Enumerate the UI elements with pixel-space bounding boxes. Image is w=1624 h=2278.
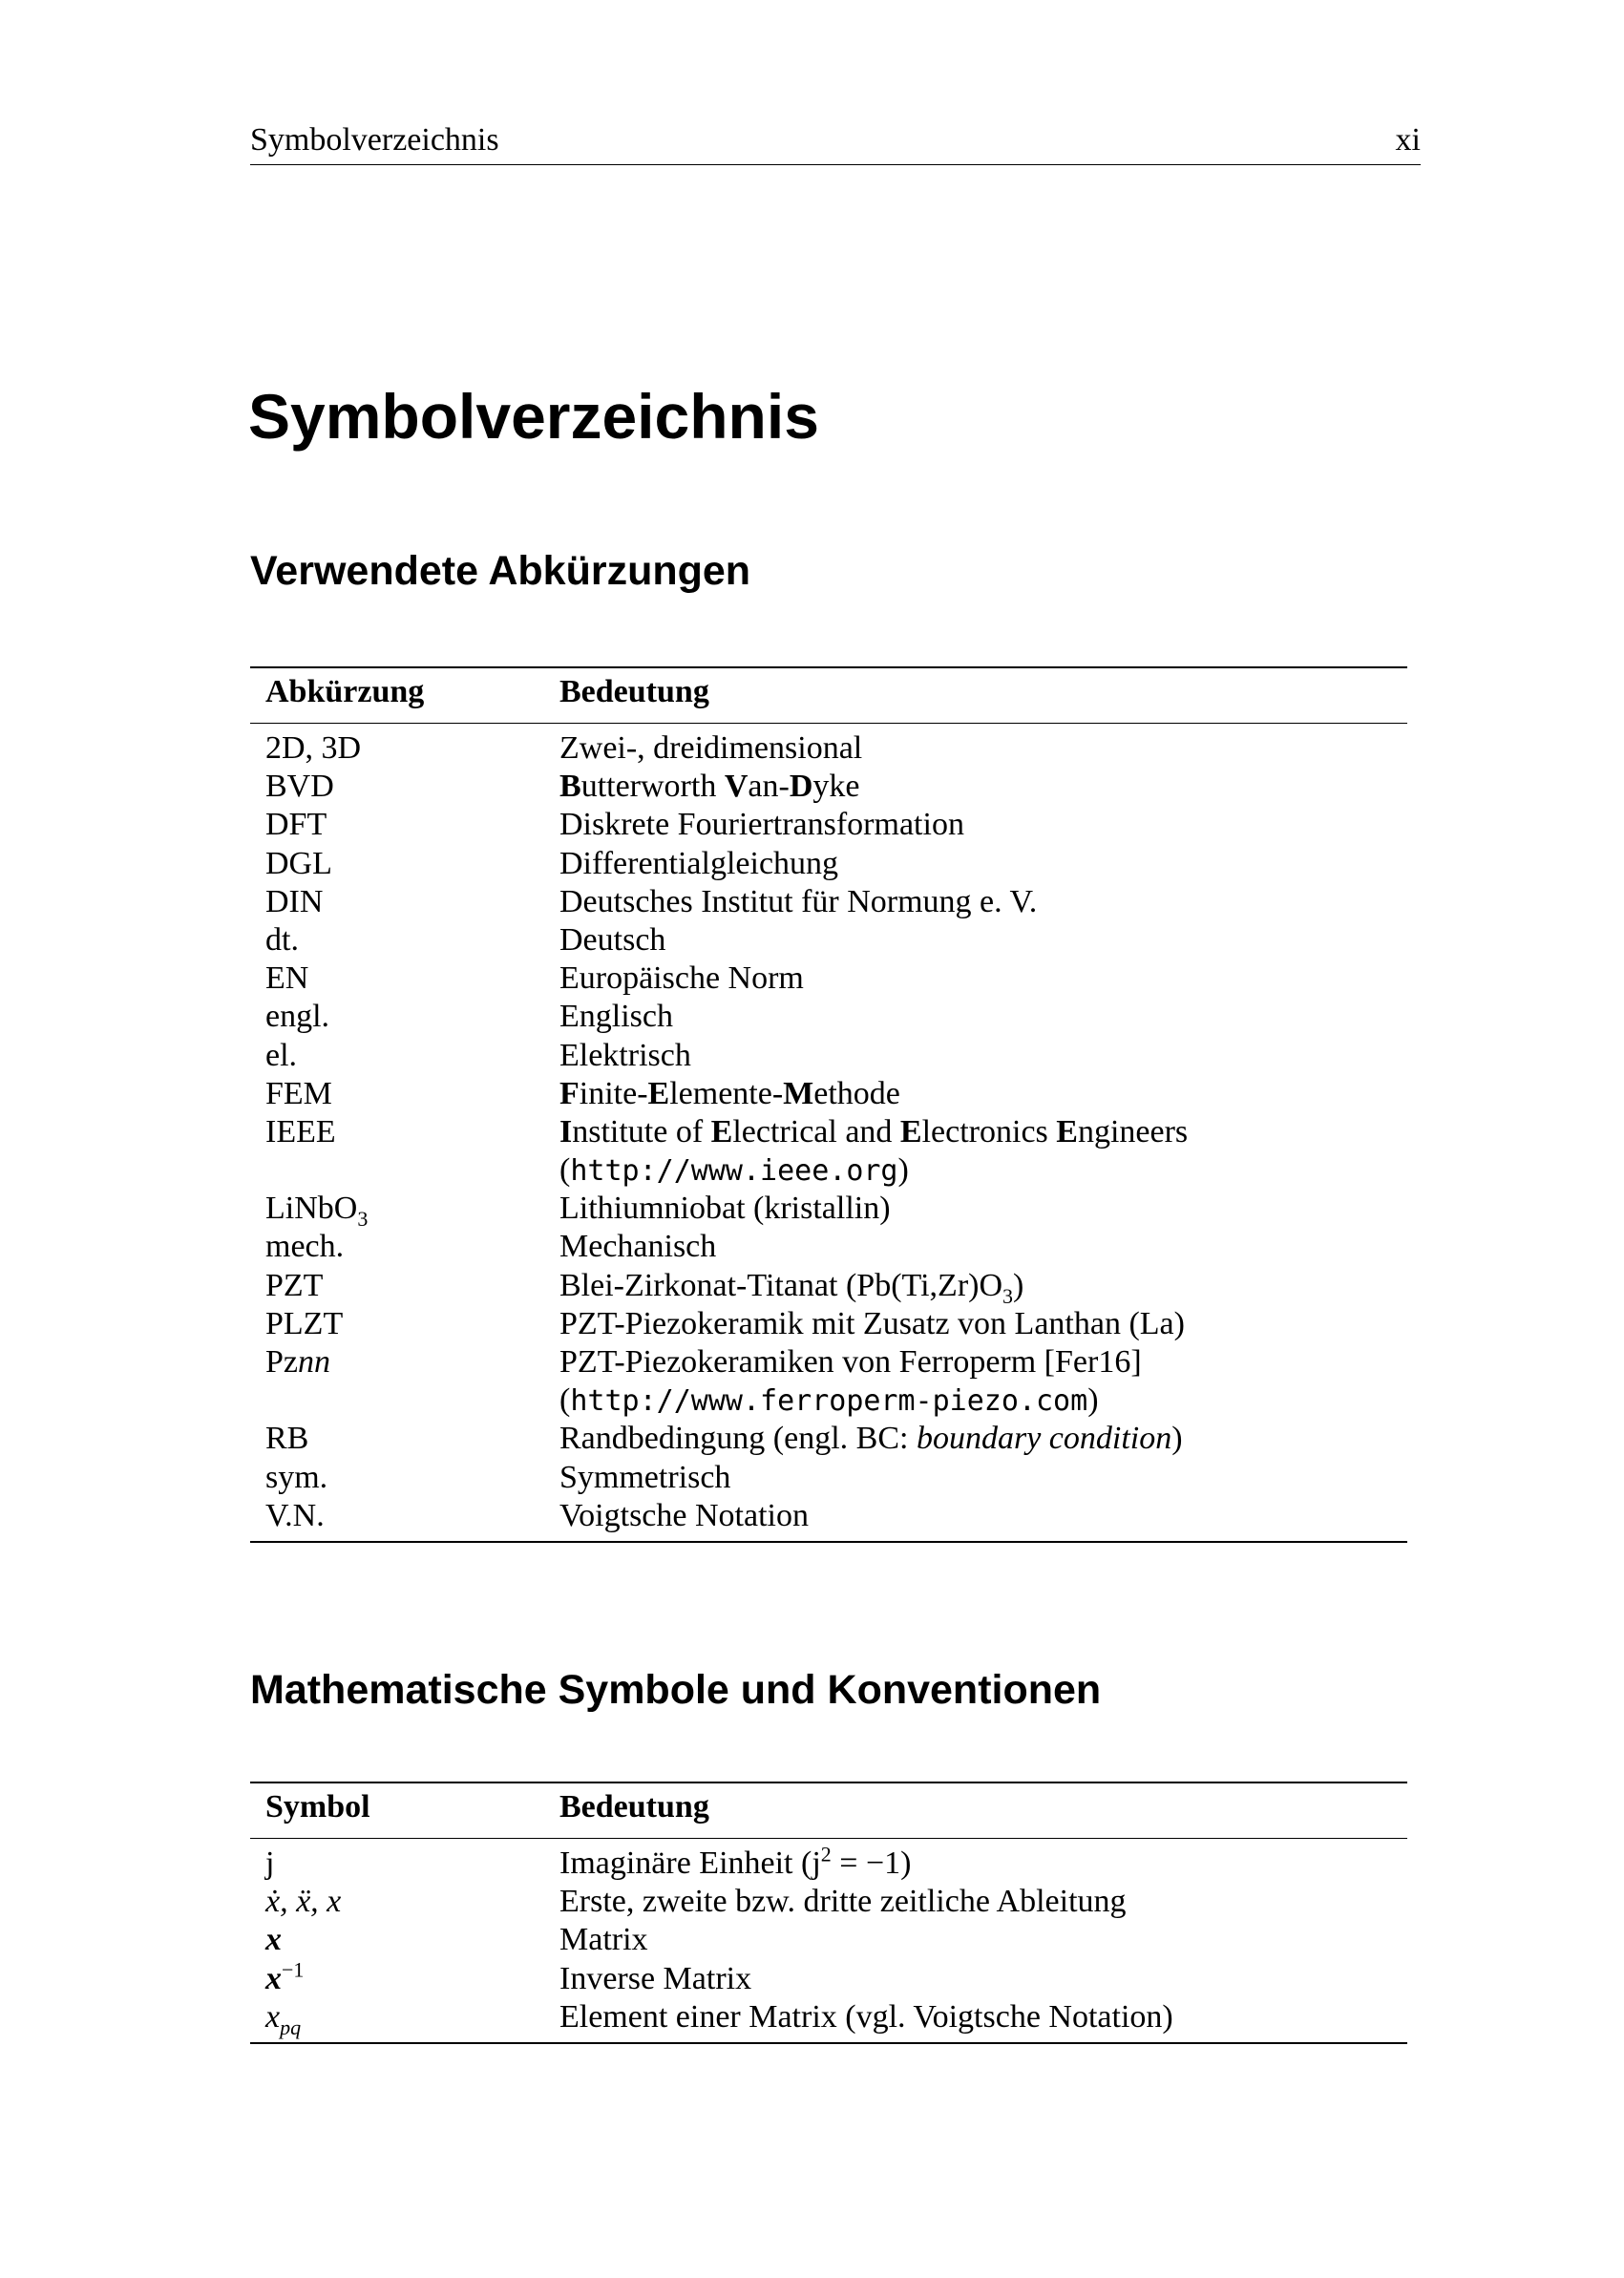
abbreviation: DFT (265, 807, 327, 843)
meaning: Elektrisch (559, 1037, 691, 1073)
abbreviation: V.N. (265, 1497, 325, 1533)
table-row (250, 1075, 1407, 1113)
meaning: Europäische Norm (559, 960, 804, 997)
meaning: Matrix (559, 1922, 648, 1958)
abbreviation: dt. (265, 921, 299, 958)
meaning: Imaginäre Einheit $(j^2 = -1)$ (559, 1842, 912, 1881)
chapter-title: Symbolverzeichnis (248, 381, 819, 452)
table-row (250, 806, 1407, 844)
meaning: Element einer Matrix (vgl. Voigtsche Notation) (559, 1998, 1173, 2035)
table-body (250, 1839, 1407, 2044)
abbreviations-table (250, 666, 1407, 1543)
table-row (250, 1921, 1407, 1959)
ieee-url-link[interactable]: http://www.ieee.org (570, 1154, 898, 1189)
meaning: PZT-Piezokeramiken von Ferroperm [Fer16] (559, 1344, 1142, 1380)
abbreviation: el. (265, 1037, 298, 1073)
symbol: j (265, 1846, 275, 1881)
table-row (250, 960, 1407, 998)
section-title-math-symbols: Mathematische Symbole und Konventionen (250, 1667, 1102, 1713)
meaning: Finite-Elemente-Methode (559, 1075, 900, 1111)
abbreviation: DGL (265, 845, 332, 881)
math-symbols-table (250, 1782, 1407, 2044)
abbreviation: Pznn (265, 1344, 330, 1380)
table-row (250, 998, 1407, 1036)
abbreviation: sym. (265, 1459, 328, 1495)
abbreviation: engl. (265, 999, 330, 1035)
table-row (250, 729, 1407, 768)
abbreviation: mech. (265, 1229, 345, 1265)
table-row (250, 768, 1407, 806)
abbreviation: EN (265, 960, 309, 997)
meaning: Deutsches Institut für Normung e. V. (559, 883, 1038, 919)
meaning: Randbedingung (engl. BC: boundary condition) (559, 1421, 1183, 1457)
abbreviation: PLZT (265, 1305, 344, 1341)
meaning: Inverse Matrix (559, 1960, 752, 1996)
meaning: Zwei-, dreidimensional (559, 730, 863, 766)
table-body (250, 724, 1407, 1543)
table-row (250, 1998, 1407, 2039)
abbreviation: 2D, 3D (265, 730, 362, 766)
table-row (250, 1420, 1407, 1458)
running-header-title: Symbolverzeichnis (250, 122, 499, 158)
running-header (250, 120, 1421, 165)
meaning: Symmetrisch (559, 1459, 731, 1495)
meaning: Mechanisch (559, 1229, 717, 1265)
table-row (250, 1267, 1407, 1308)
column-header-meaning: Bedeutung (559, 674, 709, 709)
meaning: (http://www.ferroperm-piezo.com) (559, 1382, 1099, 1419)
table-row (250, 1957, 1407, 1998)
table-row (250, 1343, 1407, 1382)
table-row (250, 1190, 1407, 1232)
symbol: ẋ, ẍ, x⃛ (265, 1884, 367, 1920)
section-title-abbreviations: Verwendete Abkürzungen (250, 548, 751, 594)
abbreviation: RB (265, 1421, 309, 1457)
column-header-meaning: Bedeutung (559, 1789, 709, 1825)
table-row (250, 1228, 1407, 1266)
table-row (250, 1151, 1407, 1190)
symbol: $x^{-1}$ (265, 1957, 305, 1996)
table-row (250, 1382, 1407, 1420)
table-header (250, 666, 1407, 724)
symbol: x (265, 1922, 282, 1958)
table-row (250, 1113, 1407, 1151)
abbreviation: IEEE (265, 1113, 336, 1150)
meaning: Deutsch (559, 921, 666, 958)
table-row (250, 1037, 1407, 1075)
abbreviation: DIN (265, 883, 324, 919)
table-row (250, 1497, 1407, 1535)
abbreviation: LiNbO$_3$ (265, 1191, 369, 1232)
abbreviation: BVD (265, 769, 334, 805)
table-row (250, 845, 1407, 883)
abbreviation: PZT (265, 1267, 324, 1303)
meaning: Voigtsche Notation (559, 1497, 809, 1533)
meaning: Differentialgleichung (559, 845, 839, 881)
column-header-abbreviation: Abkürzung (265, 674, 425, 709)
ferroperm-url-link[interactable]: http://www.ferroperm-piezo.com (570, 1384, 1088, 1419)
table-row (250, 1842, 1407, 1883)
symbol: $x_{pq}$ (265, 1998, 302, 2039)
table-header (250, 1782, 1407, 1839)
meaning: Butterworth Van-Dyke (559, 769, 860, 805)
abbreviation: FEM (265, 1075, 332, 1111)
table-row (250, 1459, 1407, 1497)
column-header-symbol: Symbol (265, 1789, 370, 1825)
meaning: Erste, zweite bzw. dritte zeitliche Ableitung (559, 1884, 1127, 1920)
meaning: Lithiumniobat (kristallin) (559, 1191, 891, 1227)
table-row (250, 1305, 1407, 1343)
meaning: Diskrete Fouriertransformation (559, 807, 964, 843)
meaning: Englisch (559, 999, 673, 1035)
meaning: PZT-Piezokeramik mit Zusatz von Lanthan (La) (559, 1305, 1185, 1341)
table-row (250, 921, 1407, 960)
page-number: xi (1395, 122, 1421, 158)
table-row (250, 883, 1407, 921)
meaning: Institute of Electrical and Electronics Engineers (559, 1113, 1189, 1150)
meaning: Blei-Zirkonat-Titanat $(Pb(Ti,Zr)O_3)$ (559, 1267, 1024, 1308)
meaning: (http://www.ieee.org) (559, 1152, 909, 1189)
table-row (250, 1883, 1407, 1921)
